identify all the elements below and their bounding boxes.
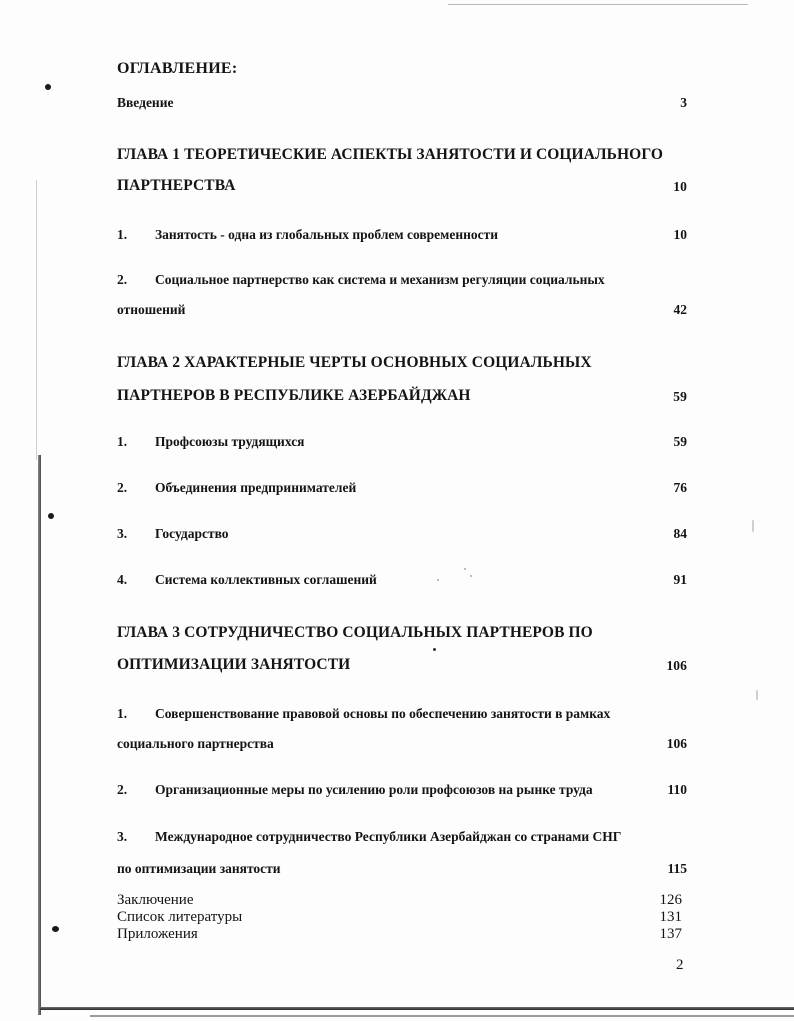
toc-entry-page: 76 (673, 480, 687, 495)
section-number: 3. (117, 829, 128, 844)
toc-chapter-1-title[interactable] (117, 146, 687, 168)
toc-section-1-1[interactable] (117, 227, 687, 249)
section-number: 1. (117, 706, 128, 721)
toc-entry-page: 59 (673, 434, 687, 449)
chapter-title-line: ГЛАВА 2 ХАРАКТЕРНЫЕ ЧЕРТЫ ОСНОВНЫХ СОЦИАЛЬНЫХ (117, 354, 592, 371)
section-title: Профсоюзы трудящихся (155, 434, 305, 449)
section-number: 1. (117, 227, 128, 242)
toc-entry-page: 59 (673, 389, 687, 404)
scan-artifact-dot (464, 568, 466, 570)
toc-entry-page: 10 (673, 179, 687, 194)
toc-entry-conclusion[interactable] (117, 892, 682, 910)
toc-entry-page: 126 (659, 892, 682, 908)
toc-entry-page: 84 (673, 526, 687, 541)
section-title: Социальное партнерство как система и механизм регуляции социальных (155, 272, 605, 287)
scan-artifact-dot (433, 648, 436, 651)
section-number: 2. (117, 272, 128, 287)
scan-artifact-dot (52, 926, 59, 932)
toc-entry-page: 91 (673, 572, 687, 587)
toc-entry-page: 110 (667, 782, 687, 797)
toc-section-3-2[interactable] (117, 782, 687, 804)
chapter-title-line: ПАРТНЕРСТВА (117, 177, 236, 194)
toc-entry-title: Заключение (117, 892, 194, 908)
toc-entry-bibliography[interactable] (117, 909, 682, 927)
toc-section-2-4[interactable] (117, 572, 687, 594)
toc-entry-page: 3 (680, 95, 687, 110)
scan-artifact-edge (38, 455, 41, 1015)
chapter-title-line: ОПТИМИЗАЦИИ ЗАНЯТОСТИ (117, 656, 351, 673)
toc-heading: ОГЛАВЛЕНИЕ: (117, 60, 238, 77)
toc-chapter-2-title-cont[interactable] (117, 387, 687, 409)
toc-section-3-1[interactable] (117, 706, 687, 728)
toc-entry-page: 115 (667, 861, 687, 876)
section-number: 1. (117, 434, 128, 449)
toc-section-2-2[interactable] (117, 480, 687, 502)
toc-entry-intro[interactable] (117, 95, 687, 117)
chapter-title-line: ГЛАВА 1 ТЕОРЕТИЧЕСКИЕ АСПЕКТЫ ЗАНЯТОСТИ И СОЦИАЛЬНОГО (117, 146, 664, 163)
scan-artifact-dot (756, 690, 758, 700)
scan-artifact-dot (752, 520, 754, 532)
toc-section-2-1[interactable] (117, 434, 687, 456)
section-title: Международное сотрудничество Республики Азербайджан со странами СНГ (155, 829, 622, 844)
toc-entry-page: 42 (673, 302, 687, 317)
section-number: 2. (117, 782, 128, 797)
scan-artifact-line (40, 1007, 794, 1010)
chapter-title-line: ПАРТНЕРОВ В РЕСПУБЛИКЕ АЗЕРБАЙДЖАН (117, 387, 471, 404)
toc-entry-title: Приложения (117, 926, 198, 942)
section-title: Организационные меры по усилению роли профсоюзов на рынке труда (155, 782, 593, 797)
toc-section-1-2-cont[interactable] (117, 302, 687, 324)
toc-chapter-2-title[interactable] (117, 354, 687, 376)
section-number: 3. (117, 526, 128, 541)
section-title-cont: отношений (117, 302, 186, 317)
scan-artifact-line (90, 1015, 794, 1017)
toc-chapter-3-title-cont[interactable] (117, 656, 687, 678)
toc-entry-page: 10 (673, 227, 687, 242)
toc-section-3-3-cont[interactable] (117, 861, 687, 883)
section-title: Занятость - одна из глобальных проблем современности (155, 227, 499, 242)
section-title: Объединения предпринимателей (155, 480, 357, 495)
section-number: 4. (117, 572, 128, 587)
scan-artifact-dot (48, 513, 54, 519)
section-number: 2. (117, 480, 128, 495)
toc-entry-title: Список литературы (117, 909, 243, 925)
toc-entry-page: 106 (666, 658, 687, 673)
toc-entry-page: 106 (666, 736, 687, 751)
toc-entry-title: Введение (117, 95, 174, 110)
section-title-cont: социального партнерства (117, 736, 274, 751)
page-number: 2 (676, 957, 684, 973)
chapter-title-line: ГЛАВА 3 СОТРУДНИЧЕСТВО СОЦИАЛЬНЫХ ПАРТНЕРОВ ПО (117, 624, 593, 641)
section-title: Система коллективных соглашений (155, 572, 377, 587)
toc-entry-page: 137 (659, 926, 682, 942)
toc-chapter-3-title[interactable] (117, 624, 687, 646)
toc-entry-page: 131 (659, 909, 682, 925)
toc-section-3-3[interactable] (117, 829, 687, 851)
section-title: Совершенствование правовой основы по обеспечению занятости в рамках (155, 706, 611, 721)
section-title-cont: по оптимизации занятости (117, 861, 281, 876)
toc-section-3-1-cont[interactable] (117, 736, 687, 758)
toc-entry-appendices[interactable] (117, 926, 682, 944)
toc-section-1-2[interactable] (117, 272, 687, 294)
section-title: Государство (155, 526, 229, 541)
toc-section-2-3[interactable] (117, 526, 687, 548)
scan-artifact-dot (45, 84, 51, 90)
toc-chapter-1-title-cont[interactable] (117, 177, 687, 199)
scan-artifact-edge (36, 180, 37, 460)
scan-artifact-line (448, 4, 748, 5)
